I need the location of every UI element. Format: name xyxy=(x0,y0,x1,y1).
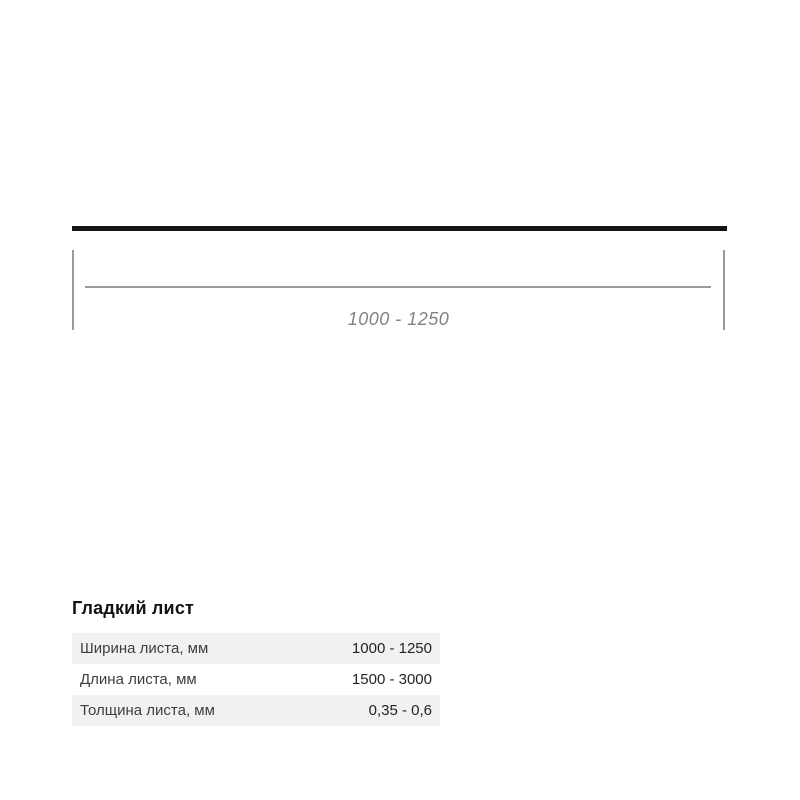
row-label: Ширина листа, мм xyxy=(80,640,209,657)
row-value: 1500 - 3000 xyxy=(351,671,432,688)
row-value: 1000 - 1250 xyxy=(351,640,432,657)
sheet-diagram xyxy=(0,0,800,360)
section-title: Гладкий лист xyxy=(72,598,195,618)
row-label: Длина листа, мм xyxy=(80,671,197,688)
row-value: 0,35 - 0,6 xyxy=(368,702,432,719)
dimension-label: 1000 - 1250 xyxy=(347,309,450,329)
specs-table xyxy=(72,633,440,726)
table-row xyxy=(72,695,440,726)
table-row xyxy=(72,664,440,695)
row-label: Толщина листа, мм xyxy=(80,702,215,719)
dimension-line xyxy=(85,286,711,288)
sheet-profile-line xyxy=(72,226,727,231)
table-row xyxy=(72,633,440,664)
